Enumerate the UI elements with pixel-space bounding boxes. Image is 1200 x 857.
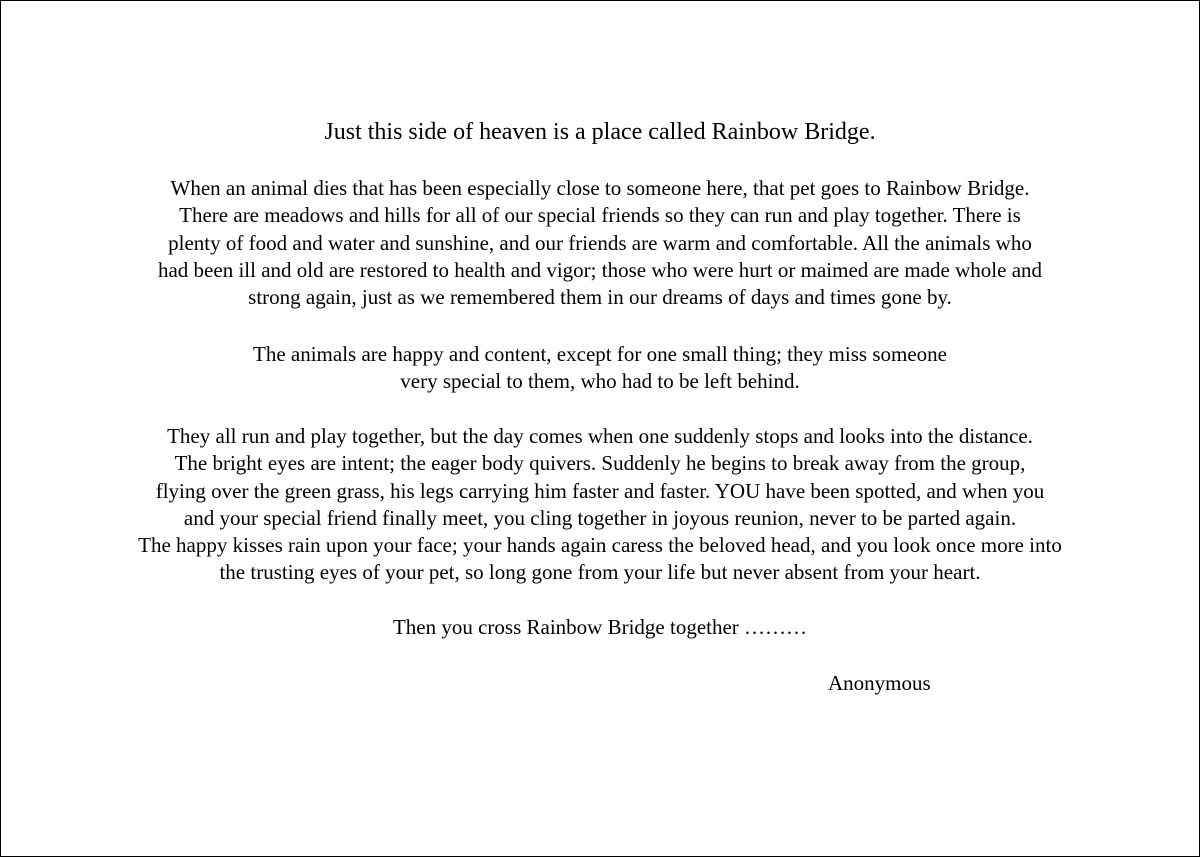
text-line: flying over the green grass, his legs carrying him faster and faster. YOU have been spotted, and when you <box>155 478 1045 503</box>
paragraph-closing-line <box>1 614 1199 641</box>
text-line: Then you cross Rainbow Bridge together ……… <box>392 615 808 639</box>
paragraph-rainbow-bridge-description <box>1 175 1199 311</box>
text-line: The animals are happy and content, except for one small thing; they miss someone <box>253 342 947 366</box>
text-line: They all run and play together, but the day comes when one suddenly stops and looks into the distance. <box>167 424 1033 448</box>
signature: Anonymous <box>828 671 931 695</box>
text-line: the trusting eyes of your pet, so long gone from your life but never absent from your heart. <box>219 560 981 585</box>
text-line: and your special friend finally meet, you cling together in joyous reunion, never to be parted again. <box>183 505 1017 530</box>
page-title: Just this side of heaven is a place called Rainbow Bridge. <box>324 119 876 145</box>
text-line: had been ill and old are restored to health and vigor; those who were hurt or maimed are made whole and <box>157 257 1043 282</box>
paragraph-reunion <box>1 423 1199 587</box>
text-line: When an animal dies that has been especially close to someone here, that pet goes to Rainbow Bridge. <box>170 176 1030 200</box>
text-line: strong again, just as we remembered them in our dreams of days and times gone by. <box>248 285 952 310</box>
text-line: very special to them, who had to be left behind. <box>400 369 800 394</box>
text-line: The bright eyes are intent; the eager body quivers. Suddenly he begins to break away from the group, <box>174 451 1026 476</box>
text-line: plenty of food and water and sunshine, and our friends are warm and comfortable. All the animals who <box>168 230 1032 255</box>
text-line: The happy kisses rain upon your face; your hands again caress the beloved head, and you look once more into <box>138 533 1062 558</box>
paragraph-animals-miss-someone <box>1 341 1199 396</box>
text-line: There are meadows and hills for all of our special friends so they can run and play together. There is <box>179 203 1021 228</box>
